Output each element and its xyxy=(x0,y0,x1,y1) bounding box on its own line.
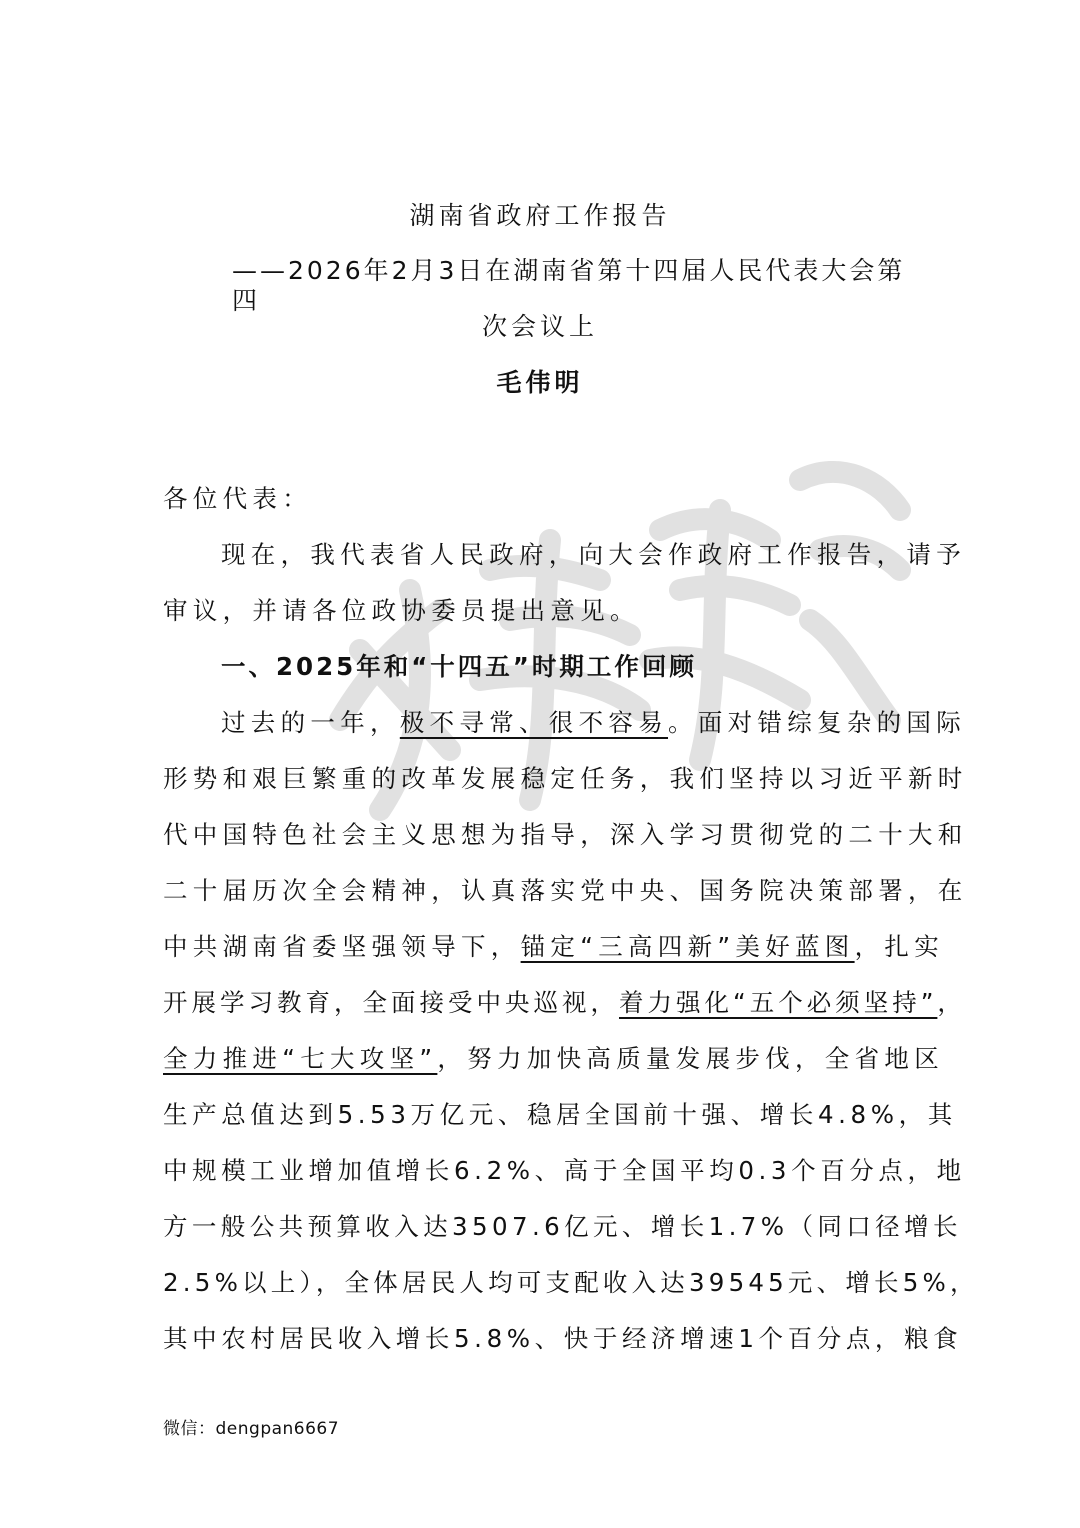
underlined-phrase: 极不寻常、很不容易 xyxy=(399,708,669,737)
underlined-phrase: 锚定“三高四新”美好蓝图 xyxy=(520,932,855,961)
salutation: 各位代表： xyxy=(163,484,312,513)
body-line-segment: 代中国特色社会主义思想为指导，深入学习贯彻党的二十大和 xyxy=(163,820,968,849)
body-line-segment: 。面对错综复杂的国际 xyxy=(668,708,967,737)
report-author: 毛伟明 xyxy=(496,368,584,397)
body-line-segment: ，努力加快高质量发展步伐，全省地区 xyxy=(437,1044,944,1073)
body-line xyxy=(221,708,967,738)
underlined-phrase: 着力强化“五个必须坚持” xyxy=(619,988,938,1017)
section-heading xyxy=(221,652,981,682)
body-line-segment: 方一般公共预算收入达3507.6亿元、增长1.7%（同口径增长 xyxy=(163,1212,962,1241)
body-line xyxy=(163,1212,962,1242)
body-line-segment: ，扎实 xyxy=(854,932,944,961)
body-line xyxy=(221,540,966,570)
body-line-segment: 形势和艰巨繁重的改革发展稳定任务，我们坚持以习近平新时 xyxy=(163,764,968,793)
wechat-footer: 微信：dengpan6667 xyxy=(163,1419,340,1439)
body-line xyxy=(163,1268,979,1298)
report-subtitle-line-2: 次会议上 xyxy=(481,312,598,341)
body-line xyxy=(163,988,966,1018)
body-line-segment: 过去的一年， xyxy=(221,708,400,737)
body-line xyxy=(163,1100,957,1130)
body-line xyxy=(163,764,968,794)
underlined-phrase: 全力推进“七大攻坚” xyxy=(163,1044,438,1073)
body-line-segment: 开展学习教育，全面接受中央巡视， xyxy=(163,988,619,1017)
body-line xyxy=(163,1044,944,1074)
body-line xyxy=(163,932,944,962)
body-line xyxy=(163,1156,966,1186)
section-heading-text: 一、2025年和“十四五”时期工作回顾 xyxy=(221,652,697,681)
body-line-segment: 2.5%以上），全体居民人均可支配收入达39545元、增长5%， xyxy=(163,1268,979,1297)
report-title: 湖南省政府工作报告 xyxy=(409,201,671,230)
body-line-segment: 其中农村居民收入增长5.8%、快于经济增速1个百分点，粮食 xyxy=(163,1324,963,1353)
body-line-segment: ， xyxy=(937,988,966,1017)
body-line-segment: 中规模工业增加值增长6.2%、高于全国平均0.3个百分点，地 xyxy=(163,1156,966,1185)
body-line xyxy=(163,1324,963,1354)
body-line-segment: 生产总值达到5.53万亿元、稳居全国前十强、增长4.8%，其 xyxy=(163,1100,957,1129)
body-line-segment: 审议，并请各位政协委员提出意见。 xyxy=(163,596,640,625)
body-line xyxy=(163,596,923,626)
report-subtitle-line-1: ——2026年2月3日在湖南省第十四届人民代表大会第四 xyxy=(232,256,906,315)
body-line xyxy=(163,820,968,850)
body-line-segment: 现在，我代表省人民政府，向大会作政府工作报告，请予 xyxy=(221,540,966,569)
body-line-segment: 二十届历次全会精神，认真落实党中央、国务院决策部署，在 xyxy=(163,876,968,905)
body-line-segment: 中共湖南省委坚强领导下， xyxy=(163,932,521,961)
body-line xyxy=(163,876,968,906)
